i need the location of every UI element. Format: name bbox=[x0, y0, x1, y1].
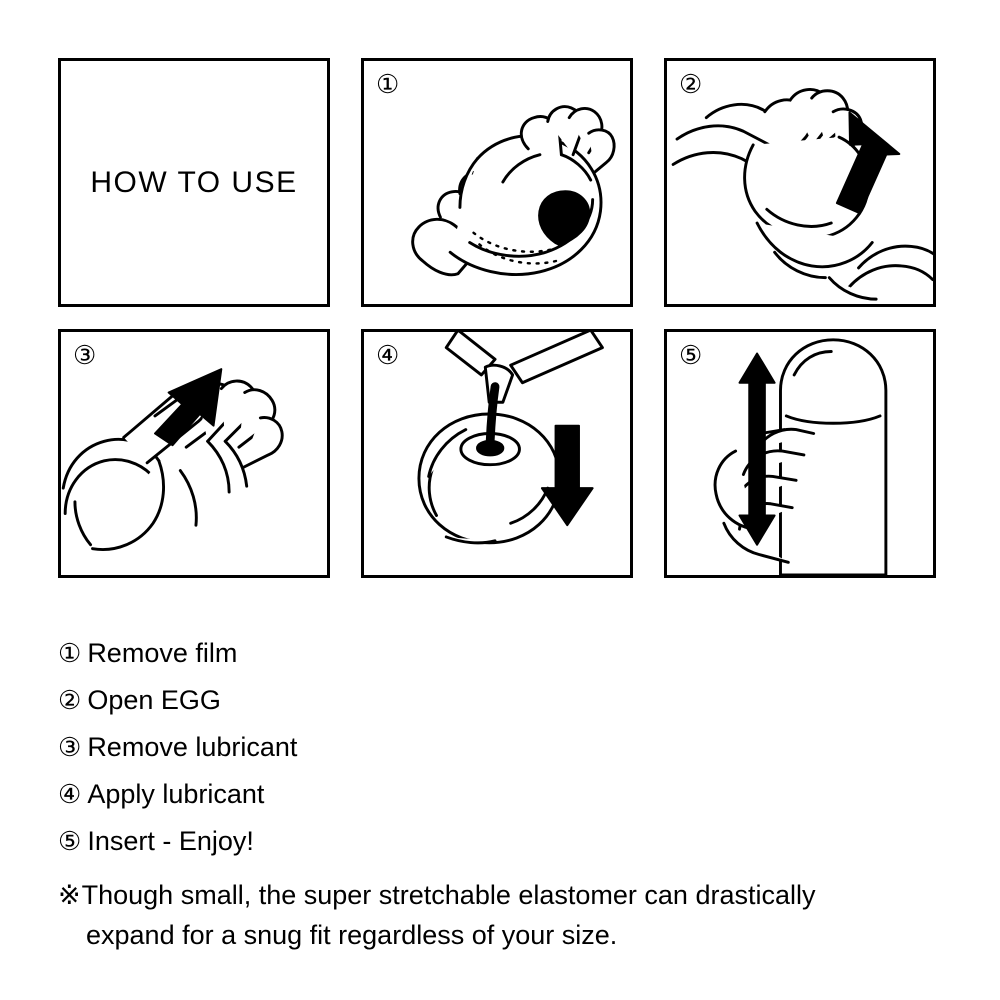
panel-number-3: ③ bbox=[73, 340, 97, 370]
step-label: Remove lubricant bbox=[87, 732, 298, 762]
panel-title bbox=[58, 58, 330, 307]
panel-step-5 bbox=[664, 329, 936, 578]
panel-step-3 bbox=[58, 329, 330, 578]
panel-step-2 bbox=[664, 58, 936, 307]
page-title: HOW TO USE bbox=[90, 165, 298, 199]
panel-grid bbox=[58, 58, 938, 578]
footnote-mark: ※ bbox=[58, 880, 81, 910]
step-label: Insert - Enjoy! bbox=[87, 826, 254, 856]
panel-number-2: ② bbox=[679, 69, 703, 99]
panel-step-4 bbox=[361, 329, 633, 578]
applying-lubricant-icon bbox=[364, 332, 630, 575]
panel-step-1 bbox=[361, 58, 633, 307]
hand-opening-egg-icon bbox=[667, 61, 933, 304]
insert-enjoy-icon bbox=[667, 332, 933, 575]
footnote-line-1: Though small, the super stretchable elastomer can drastically bbox=[81, 880, 816, 910]
panel-number-5: ⑤ bbox=[679, 340, 703, 370]
footnote bbox=[58, 875, 958, 955]
step-number: ③ bbox=[58, 732, 82, 762]
step-legend-list bbox=[58, 630, 958, 865]
step-number: ① bbox=[58, 638, 82, 668]
hand-peeling-film-icon bbox=[364, 61, 630, 304]
hand-removing-lubricant-icon bbox=[61, 332, 327, 575]
panel-number-4: ④ bbox=[376, 340, 400, 370]
step-number: ② bbox=[58, 685, 82, 715]
panel-row-top bbox=[58, 58, 938, 307]
step-number: ⑤ bbox=[58, 826, 82, 856]
panel-number-1: ① bbox=[376, 69, 400, 99]
step-label: Open EGG bbox=[87, 685, 221, 715]
list-item bbox=[58, 818, 958, 865]
list-item bbox=[58, 630, 958, 677]
list-item bbox=[58, 724, 958, 771]
step-label: Remove film bbox=[87, 638, 238, 668]
list-item bbox=[58, 771, 958, 818]
list-item bbox=[58, 677, 958, 724]
panel-row-bottom bbox=[58, 329, 938, 578]
footnote-line-2: expand for a snug fit regardless of your size. bbox=[86, 920, 618, 950]
step-label: Apply lubricant bbox=[87, 779, 265, 809]
step-number: ④ bbox=[58, 779, 82, 809]
